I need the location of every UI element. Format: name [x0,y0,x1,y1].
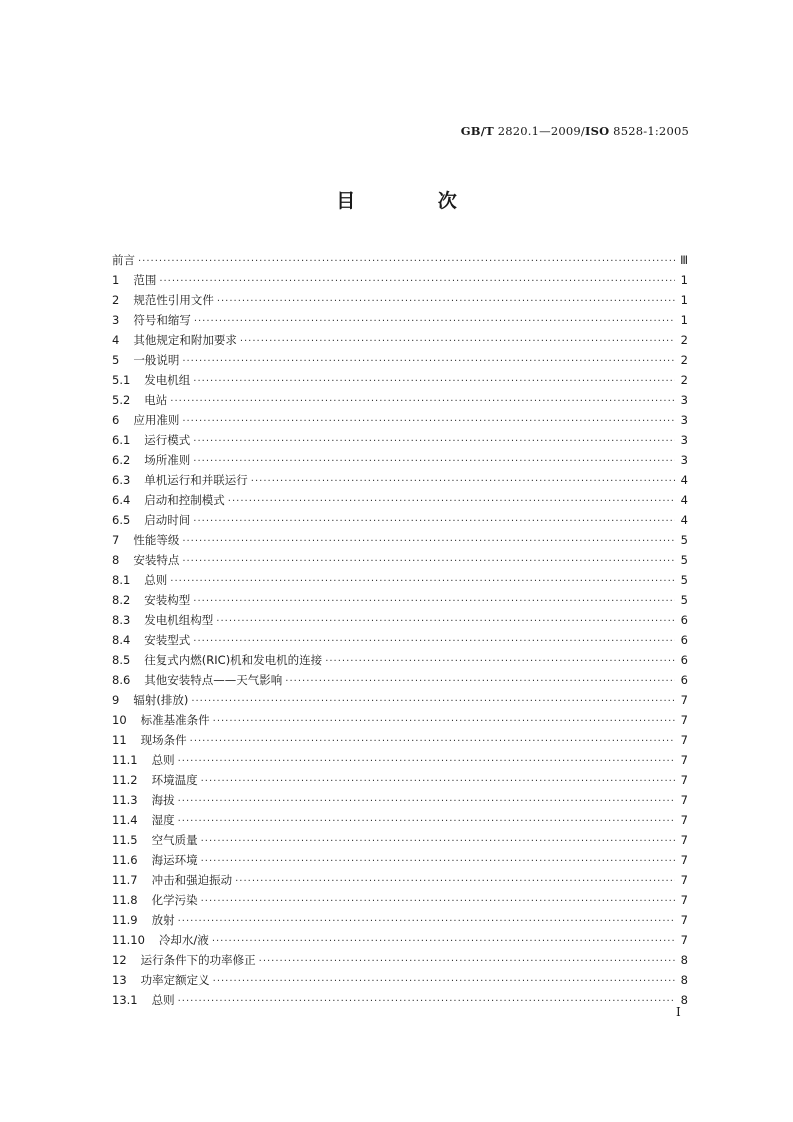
toc-entry-number: 11.6 [112,853,138,867]
toc-leader-dots [178,756,675,767]
toc-leader-dots [259,956,675,967]
toc-entry-number: 11.10 [112,933,145,947]
toc-entry-page: 7 [680,773,688,787]
toc-entry-title: 规范性引用文件 [133,293,214,307]
toc-entry-title: 符号和缩写 [133,313,191,327]
toc-entry-page: 1 [680,273,688,287]
toc-entry-title: 安装型式 [144,633,191,647]
toc-entry[interactable] [112,752,688,772]
toc-leader-dots [213,976,675,987]
toc-leader-dots [170,576,675,587]
toc-entry-page: 7 [680,713,688,727]
toc-entry-title: 前言 [112,253,135,267]
toc-entry-number: 11.1 [112,753,138,767]
toc-entry-number: 6 [112,413,120,427]
toc-entry-title: 空气质量 [151,833,198,847]
toc-leader-dots [194,316,675,327]
toc-entry-number: 8.4 [112,633,131,647]
toc-entry-page: 4 [680,493,688,507]
toc-entry[interactable] [112,312,688,332]
toc-entry-title: 启动和控制模式 [144,493,225,507]
toc-entry-page: 1 [680,293,688,307]
toc-entry-number: 8.6 [112,673,131,687]
toc-entry[interactable] [112,892,688,912]
toc-entry-number: 9 [112,693,120,707]
toc-entry-page: 8 [680,993,688,1007]
toc-entry-number: 11.2 [112,773,138,787]
toc-entry[interactable] [112,952,688,972]
toc-entry-number: 13 [112,973,127,987]
toc-leader-dots [193,376,675,387]
toc-entry-page: 7 [680,933,688,947]
toc-leader-dots [217,296,675,307]
toc-entry-page: 6 [680,613,688,627]
toc-entry-page: 7 [680,793,688,807]
toc-leader-dots [201,856,675,867]
toc-entry-title: 发电机组构型 [144,613,214,627]
toc-entry-page: 7 [680,733,688,747]
toc-entry[interactable] [112,932,688,952]
toc-entry[interactable] [112,832,688,852]
toc-leader-dots [201,896,675,907]
toc-leader-dots [325,656,675,667]
toc-leader-dots [285,676,675,687]
toc-entry-page: 7 [680,833,688,847]
toc-entry-page: 7 [680,753,688,767]
toc-entry[interactable] [112,632,688,652]
toc-leader-dots [216,616,675,627]
toc-entry-page: 6 [680,653,688,667]
standard-code [461,124,689,138]
toc-entry-title: 启动时间 [144,513,191,527]
toc-entry[interactable] [112,872,688,892]
toc-entry-page: 6 [680,633,688,647]
toc-entry-page: 8 [680,973,688,987]
toc-entry-number: 11.7 [112,873,138,887]
toc-entry-number: 11.4 [112,813,138,827]
toc-leader-dots [193,516,675,527]
toc-entry-title: 其他规定和附加要求 [133,333,237,347]
toc-entry-number: 5.1 [112,373,131,387]
toc-entry[interactable] [112,972,688,992]
toc-leader-dots [159,276,675,287]
toc-entry[interactable] [112,412,688,432]
toc-entry-number: 13.1 [112,993,138,1007]
toc-entry-number: 10 [112,713,127,727]
toc-leader-dots [178,916,675,927]
toc-entry-page: 3 [680,453,688,467]
toc-entry-title: 标准基准条件 [140,713,210,727]
toc-entry-title: 辐射(排放) [133,693,189,707]
toc-entry-number: 11.8 [112,893,138,907]
toc-entry-title: 湿度 [151,813,175,827]
toc-entry-number: 6.2 [112,453,131,467]
toc-entry-title: 场所准则 [144,453,191,467]
toc-entry-number: 8.1 [112,573,131,587]
toc-entry[interactable] [112,992,688,1012]
toc-entry-title: 发电机组 [144,373,191,387]
toc-entry-page: 5 [680,593,688,607]
toc-entry[interactable] [112,852,688,872]
toc-entry-number: 5.2 [112,393,131,407]
toc-entry-title: 放射 [151,913,175,927]
toc-entry-page: 7 [680,693,688,707]
toc-entry-page: 7 [680,893,688,907]
toc-entry-page: 1 [680,313,688,327]
toc-entry-page: 7 [680,813,688,827]
toc-entry-title: 功率定额定义 [140,973,210,987]
toc-entry-number: 5 [112,353,120,367]
toc-leader-dots [182,356,675,367]
toc-entry-title: 电站 [144,393,168,407]
toc-entry-number: 6.5 [112,513,131,527]
toc-entry-page: 8 [680,953,688,967]
toc-entry-title: 海运环境 [151,853,198,867]
toc-entry[interactable] [112,772,688,792]
toc-entry-page: 2 [680,333,688,347]
toc-entry-title: 应用准则 [133,413,180,427]
toc-leader-dots [178,816,675,827]
toc-entry[interactable] [112,672,688,692]
toc-entry[interactable] [112,372,688,392]
toc-entry-title: 往复式内燃(RIC)机和发电机的连接 [144,653,323,667]
toc-entry-title: 环境温度 [151,773,198,787]
toc-leader-dots [178,796,675,807]
toc-entry-number: 11.3 [112,793,138,807]
toc-entry-page: 4 [680,473,688,487]
iso-prefix: ISO [585,124,610,138]
toc-entry-page: 5 [680,553,688,567]
toc-entry-page: 7 [680,853,688,867]
toc-entry[interactable] [112,472,688,492]
toc-entry[interactable] [112,392,688,412]
toc-entry-page: 2 [680,373,688,387]
toc-entry-page: 3 [680,413,688,427]
toc-leader-dots [190,736,675,747]
iso-number: 8528-1:2005 [609,124,689,138]
toc-entry-number: 11 [112,733,127,747]
toc-leader-dots [240,336,675,347]
toc-entry[interactable] [112,272,688,292]
toc-entry[interactable] [112,912,688,932]
toc-entry[interactable] [112,492,688,512]
toc-entry-title: 其他安装特点——天气影响 [144,673,283,687]
toc-entry-page: 3 [680,433,688,447]
standard-code-number: 2820.1—2009/ [493,124,586,138]
toc-entry-number: 8 [112,553,120,567]
toc-entry-number: 1 [112,273,120,287]
toc-leader-dots [138,256,675,267]
toc-entry-title: 海拔 [151,793,175,807]
toc-leader-dots [212,936,675,947]
toc-entry-title: 范围 [133,273,157,287]
toc-leader-dots [182,556,675,567]
toc-entry-page: 4 [680,513,688,527]
toc-entry[interactable] [112,712,688,732]
toc-leader-dots [193,636,675,647]
toc-entry-title: 一般说明 [133,353,180,367]
toc-entry-number: 6.4 [112,493,131,507]
toc-entry-number: 4 [112,333,120,347]
toc-entry[interactable] [112,652,688,672]
toc-entry-title: 单机运行和并联运行 [144,473,248,487]
toc-leader-dots [213,716,675,727]
toc-entry-number: 11.9 [112,913,138,927]
page-title: 目 次 [336,190,495,212]
toc-leader-dots [235,876,675,887]
toc-leader-dots [201,836,675,847]
toc-entry[interactable] [112,512,688,532]
toc-entry-page: 5 [680,573,688,587]
toc-entry-title: 性能等级 [133,533,180,547]
toc-entry[interactable] [112,292,688,312]
page-number: I [676,1005,681,1019]
toc-entry-page: 6 [680,673,688,687]
toc-entry-title: 冲击和强迫振动 [151,873,233,887]
toc-entry[interactable] [112,792,688,812]
toc-entry-title: 安装构型 [144,593,191,607]
toc-entry-title: 化学污染 [151,893,198,907]
toc-leader-dots [251,476,675,487]
toc-entry-number: 8.2 [112,593,131,607]
toc-entry-page: 3 [680,393,688,407]
toc-entry-title: 运行条件下的功率修正 [140,953,256,967]
toc-entry[interactable] [112,552,688,572]
toc-entry-title: 运行模式 [144,433,191,447]
toc-entry-title: 总则 [151,993,175,1007]
toc-leader-dots [178,996,675,1007]
toc-entry[interactable] [112,432,688,452]
toc-entry-number: 3 [112,313,120,327]
toc-leader-dots [170,396,675,407]
toc-entry-number: 12 [112,953,127,967]
toc-entry-number: 6.3 [112,473,131,487]
toc-leader-dots [228,496,675,507]
toc-entry-title: 现场条件 [140,733,187,747]
toc-leader-dots [182,416,675,427]
toc-entry-page: Ⅲ [680,253,688,267]
toc-entry-number: 8.5 [112,653,131,667]
standard-code-prefix: GB/T [460,124,494,138]
toc-entry-number: 2 [112,293,120,307]
toc-entry-title: 总则 [144,573,168,587]
table-of-contents [112,252,688,1012]
toc-entry-title: 总则 [151,753,175,767]
toc-leader-dots [201,776,675,787]
toc-entry[interactable] [112,252,688,272]
toc-entry[interactable] [112,352,688,372]
toc-entry-number: 8.3 [112,613,131,627]
toc-entry[interactable] [112,532,688,552]
toc-entry-title: 冷却水/液 [158,933,209,947]
toc-leader-dots [193,436,675,447]
toc-entry[interactable] [112,732,688,752]
toc-entry[interactable] [112,812,688,832]
toc-entry[interactable] [112,592,688,612]
toc-entry[interactable] [112,612,688,632]
toc-entry-page: 7 [680,913,688,927]
toc-entry-page: 2 [680,353,688,367]
toc-entry-number: 6.1 [112,433,131,447]
toc-entry-title: 安装特点 [133,553,180,567]
toc-leader-dots [193,596,675,607]
toc-entry-number: 7 [112,533,120,547]
toc-entry[interactable] [112,332,688,352]
toc-entry-page: 5 [680,533,688,547]
toc-entry-page: 7 [680,873,688,887]
toc-entry[interactable] [112,692,688,712]
toc-leader-dots [193,456,675,467]
toc-leader-dots [191,696,675,707]
toc-entry[interactable] [112,452,688,472]
toc-entry[interactable] [112,572,688,592]
toc-leader-dots [182,536,675,547]
toc-entry-number: 11.5 [112,833,138,847]
